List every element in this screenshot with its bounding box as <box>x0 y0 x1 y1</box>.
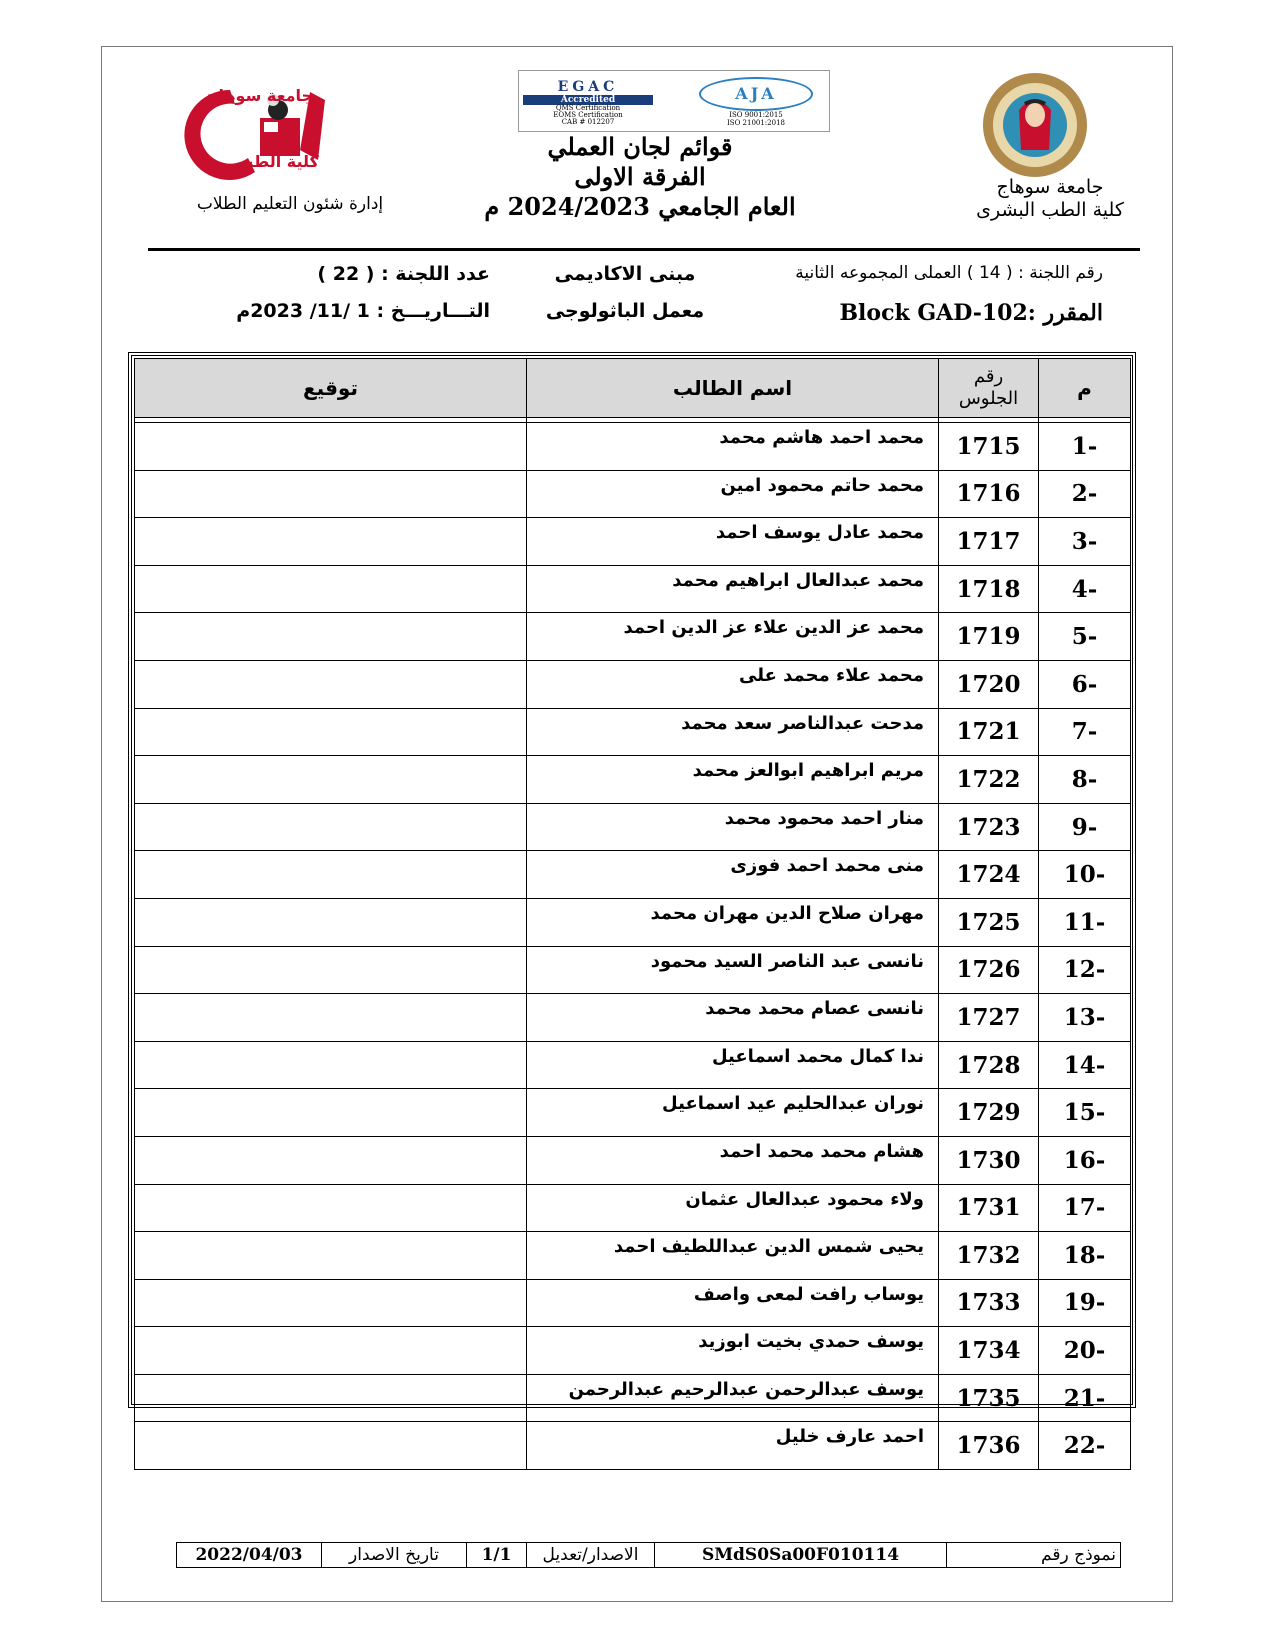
signature-cell <box>135 803 527 851</box>
row-index-cell: 21- <box>1039 1374 1131 1422</box>
course-code: المقرر :Block GAD-102 <box>839 300 1103 326</box>
table-row <box>135 851 1131 899</box>
building-name: مبنى الاكاديمى <box>554 263 696 285</box>
signature-cell <box>135 1089 527 1137</box>
row-index-cell: 6- <box>1039 660 1131 708</box>
logo-text-top: جامعة سوهاج <box>206 86 314 105</box>
seat-number-cell: 1736 <box>939 1422 1039 1470</box>
signature-cell <box>135 994 527 1042</box>
seat-number-cell: 1728 <box>939 1041 1039 1089</box>
university-seal-logo <box>975 70 1095 180</box>
student-name-cell: محمد عبدالعال ابراهيم محمد <box>527 565 939 613</box>
table-row <box>135 565 1131 613</box>
seat-number-cell: 1727 <box>939 994 1039 1042</box>
version-label: الاصدار/تعديل <box>527 1543 655 1568</box>
seat-number-cell: 1731 <box>939 1184 1039 1232</box>
seat-number-cell: 1718 <box>939 565 1039 613</box>
table-row <box>135 518 1131 566</box>
signature-cell <box>135 1327 527 1375</box>
table-row <box>135 898 1131 946</box>
row-index-cell: 15- <box>1039 1089 1131 1137</box>
faculty-name: كلية الطب البشرى <box>976 199 1124 221</box>
table-row <box>135 1089 1131 1137</box>
student-name-cell: نوران عبدالحليم عيد اسماعيل <box>527 1089 939 1137</box>
signature-cell <box>135 423 527 471</box>
col-header-index: م <box>1039 359 1131 418</box>
seat-number-cell: 1715 <box>939 423 1039 471</box>
student-name-cell: منار احمد محمود محمد <box>527 803 939 851</box>
cab-label: CAB # 012207 <box>561 118 615 126</box>
logo-text-bottom: كلية الطب <box>237 152 319 171</box>
student-name-cell: ندا كمال محمد اسماعيل <box>527 1041 939 1089</box>
qms-label: QMS Certification <box>555 104 621 112</box>
row-index-cell: 16- <box>1039 1136 1131 1184</box>
signature-cell <box>135 1041 527 1089</box>
table-row <box>135 1422 1131 1470</box>
student-name-cell: محمد احمد هاشم محمد <box>527 423 939 471</box>
signature-cell <box>135 1422 527 1470</box>
student-name-cell: نانسى عصام محمد محمد <box>527 994 939 1042</box>
seat-number-cell: 1724 <box>939 851 1039 899</box>
university-info <box>960 176 1140 222</box>
student-name-cell: منى محمد احمد فوزى <box>527 851 939 899</box>
table-row <box>135 613 1131 661</box>
document-footer <box>176 1542 1121 1568</box>
seat-number-cell: 1729 <box>939 1089 1039 1137</box>
accredited-label: Accredited <box>523 95 653 105</box>
row-index-cell: 14- <box>1039 1041 1131 1089</box>
university-name: جامعة سوهاج <box>996 176 1104 198</box>
student-name-cell: مهران صلاح الدين مهران محمد <box>527 898 939 946</box>
signature-cell <box>135 660 527 708</box>
table-row <box>135 803 1131 851</box>
student-name-cell: يحيى شمس الدين عبداللطيف احمد <box>527 1232 939 1280</box>
student-name-cell: يوساب رافت لمعى واصف <box>527 1279 939 1327</box>
department-name: إدارة شئون التعليم الطلاب <box>196 194 384 214</box>
certification-badges <box>518 70 830 132</box>
signature-cell <box>135 1136 527 1184</box>
student-name-cell: يوسف حمدي بخيت ابوزيد <box>527 1327 939 1375</box>
row-index-cell: 1- <box>1039 423 1131 471</box>
title-line-3: العام الجامعي 2024/2023 م <box>484 192 796 221</box>
students-table <box>134 358 1131 1470</box>
student-name-cell: مريم ابراهيم ابوالعز محمد <box>527 756 939 804</box>
row-index-cell: 13- <box>1039 994 1131 1042</box>
student-name-cell: هشام محمد محمد احمد <box>527 1136 939 1184</box>
row-index-cell: 12- <box>1039 946 1131 994</box>
iso-21001-label: ISO 21001:2018 <box>727 119 785 127</box>
student-name-cell: نانسى عبد الناصر السيد محمود <box>527 946 939 994</box>
issue-date-value: 2022/04/03 <box>177 1543 322 1568</box>
student-name-cell: محمد حاتم محمود امين <box>527 470 939 518</box>
signature-cell <box>135 565 527 613</box>
col-header-student-name: اسم الطالب <box>527 359 939 418</box>
seat-number-cell: 1723 <box>939 803 1039 851</box>
student-name-cell: محمد علاء محمد على <box>527 660 939 708</box>
student-name-cell: محمد عز الدين علاء عز الدين احمد <box>527 613 939 661</box>
egac-label: EGAC <box>557 79 619 95</box>
aja-logo: AJA <box>699 77 813 111</box>
row-index-cell: 18- <box>1039 1232 1131 1280</box>
seat-number-cell: 1721 <box>939 708 1039 756</box>
student-name-cell: محمد عادل يوسف احمد <box>527 518 939 566</box>
student-name-cell: ولاء محمود عبدالعال عثمان <box>527 1184 939 1232</box>
issue-date-label: تاريخ الاصدار <box>322 1543 467 1568</box>
table-row <box>135 1374 1131 1422</box>
seat-number-cell: 1734 <box>939 1327 1039 1375</box>
row-index-cell: 20- <box>1039 1327 1131 1375</box>
table-row <box>135 994 1131 1042</box>
title-line-1: قوائم لجان العملي <box>547 132 733 161</box>
lab-name: معمل الباثولوجى <box>545 300 705 322</box>
table-row <box>135 1279 1131 1327</box>
table-row <box>135 708 1131 756</box>
signature-cell <box>135 851 527 899</box>
signature-cell <box>135 470 527 518</box>
row-index-cell: 2- <box>1039 470 1131 518</box>
signature-cell <box>135 708 527 756</box>
table-row <box>135 1136 1131 1184</box>
form-code: SMdS0Sa00F010114 <box>655 1543 947 1568</box>
row-index-cell: 5- <box>1039 613 1131 661</box>
row-index-cell: 8- <box>1039 756 1131 804</box>
signature-cell <box>135 946 527 994</box>
table-row <box>135 1327 1131 1375</box>
seat-number-cell: 1726 <box>939 946 1039 994</box>
signature-cell <box>135 1232 527 1280</box>
row-index-cell: 7- <box>1039 708 1131 756</box>
student-name-cell: يوسف عبدالرحمن عبدالرحيم عبدالرحمن <box>527 1374 939 1422</box>
eoms-label: EOMS Certification <box>553 111 623 119</box>
row-index-cell: 10- <box>1039 851 1131 899</box>
seat-number-cell: 1720 <box>939 660 1039 708</box>
document-title <box>470 132 810 222</box>
row-index-cell: 4- <box>1039 565 1131 613</box>
committee-number: رقم اللجنة : ( 14 ) العملى المجموعه الثانية <box>795 263 1103 283</box>
version-value: 1/1 <box>467 1543 527 1568</box>
seat-number-cell: 1716 <box>939 470 1039 518</box>
table-row <box>135 756 1131 804</box>
student-name-cell: احمد عارف خليل <box>527 1422 939 1470</box>
title-line-2: الفرقة الاولى <box>574 162 706 191</box>
committee-count: عدد اللجنة : ( 22 ) <box>317 263 490 285</box>
iso-9001-label: ISO 9001:2015 <box>729 111 783 119</box>
signature-cell <box>135 1184 527 1232</box>
seat-number-cell: 1735 <box>939 1374 1039 1422</box>
signature-cell <box>135 518 527 566</box>
seat-number-cell: 1725 <box>939 898 1039 946</box>
form-label: نموذج رقم <box>947 1543 1121 1568</box>
signature-cell <box>135 1279 527 1327</box>
row-index-cell: 9- <box>1039 803 1131 851</box>
exam-date: التـــاريـــخ : 1 /11/ 2023م <box>236 300 490 322</box>
seat-number-cell: 1732 <box>939 1232 1039 1280</box>
row-index-cell: 17- <box>1039 1184 1131 1232</box>
student-name-cell: مدحت عبدالناصر سعد محمد <box>527 708 939 756</box>
table-row <box>135 423 1131 471</box>
signature-cell <box>135 613 527 661</box>
row-index-cell: 19- <box>1039 1279 1131 1327</box>
col-header-signature: توقيع <box>135 359 527 418</box>
table-row <box>135 946 1131 994</box>
signature-cell <box>135 898 527 946</box>
signature-cell <box>135 756 527 804</box>
table-row <box>135 1232 1131 1280</box>
table-row <box>135 1041 1131 1089</box>
table-row <box>135 660 1131 708</box>
row-index-cell: 11- <box>1039 898 1131 946</box>
seat-number-cell: 1722 <box>939 756 1039 804</box>
row-index-cell: 22- <box>1039 1422 1131 1470</box>
seat-number-cell: 1719 <box>939 613 1039 661</box>
col-header-seat-number: رقم الجلوس <box>939 359 1039 418</box>
header-divider <box>148 248 1140 251</box>
seat-number-cell: 1730 <box>939 1136 1039 1184</box>
table-row <box>135 470 1131 518</box>
signature-cell <box>135 1374 527 1422</box>
seat-number-cell: 1733 <box>939 1279 1039 1327</box>
row-index-cell: 3- <box>1039 518 1131 566</box>
table-row <box>135 1184 1131 1232</box>
seat-number-cell: 1717 <box>939 518 1039 566</box>
